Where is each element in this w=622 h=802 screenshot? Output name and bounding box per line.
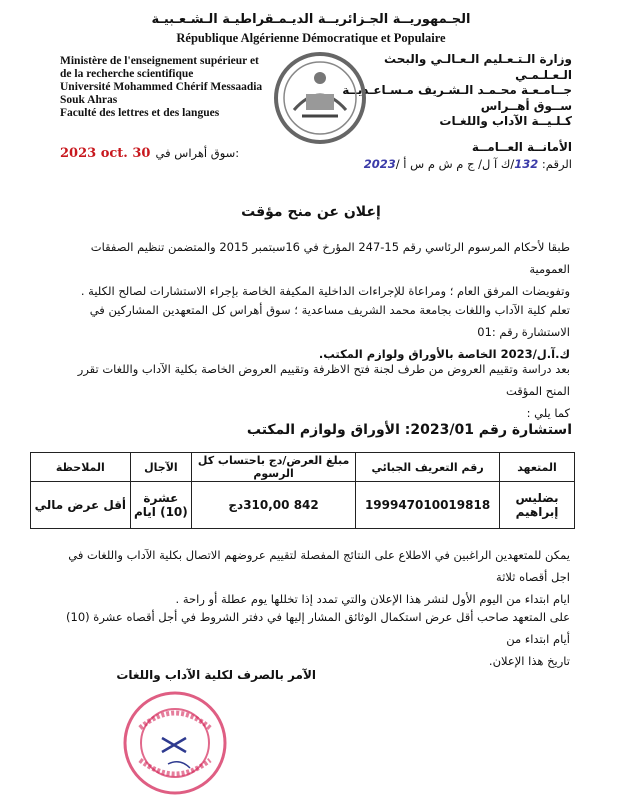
note-cell: أقل عرض مالي <box>31 482 131 529</box>
date-label: سوق أهراس في: <box>155 146 240 160</box>
table-header: رقم التعريف الجبائي <box>356 453 500 482</box>
paragraph-line: طبقا لأحكام المرسوم الرئاسي رقم 15-247 المؤرخ في 16سبتمبر 2015 والمتضمن تنظيم الصفقات العمومية <box>90 240 570 276</box>
signature-title: الآمر بالصرف لكلية الآداب واللغات <box>116 668 316 682</box>
paragraph-decision <box>50 358 570 424</box>
header-ar-block <box>342 52 572 130</box>
paragraph-line: وتفويضات المرفق العام ؛ ومراعاة للإجراءات الداخلية المكيفة الخاصة بإجراء الاستشارات لصالح الكلية . <box>80 284 570 298</box>
ar-city: ســوق أهــراس <box>480 98 572 113</box>
table-header-row <box>31 453 575 482</box>
paragraph-legal-basis <box>50 236 570 302</box>
paragraph-line: على المتعهد صاحب أقل عرض استكمال الوثائق المشار إليها في دفتر الشروط في أجل أقصاه عشرة (10) أيام ابتداء من <box>66 610 570 646</box>
paragraph-line: كما يلي : <box>526 406 570 420</box>
reference-line <box>272 157 572 171</box>
paragraph-line: بعد دراسة وتقييم العروض من طرف لجنة فتح الاظرفة وتقييم العروض الخاصة بكلية الآداب واللغات تقرر المنح المؤقت <box>77 362 570 398</box>
deadline-line-1: عشرة <box>143 491 179 505</box>
consultation-title: استشارة رقم 2023/01: الأوراق ولوازم المكتب <box>246 422 572 438</box>
fr-ministry-line-2: de la recherche scientifique <box>60 68 194 80</box>
table-row <box>31 482 575 529</box>
header-fr-block <box>60 55 300 120</box>
bidder-cell: بضليس إبراهيم <box>500 482 575 529</box>
paragraph-notification <box>50 299 570 365</box>
paragraph-line: تعلم كلية الآداب واللغات بجامعة محمد الشريف مساعدية ؛ سوق أهراس كل المتعهدين المشاركين في الاستشارة رقم :01 <box>89 303 570 339</box>
fr-university: Université Mohammed Chérif Messaadia <box>60 81 263 93</box>
ar-faculty: كـلـيــة الآداب واللغـات <box>439 114 572 128</box>
table-header: الملاحظة <box>31 453 131 482</box>
fr-ministry-line-1: Ministère de l'enseignement supérieur et <box>60 55 259 67</box>
table-header: المتعهد <box>500 453 575 482</box>
date-line <box>60 142 260 161</box>
fr-city: Souk Ahras <box>60 94 118 106</box>
tax-id-cell: 199947010019818 <box>356 482 500 529</box>
paragraph-line: ك.آ.ل/2023 الخاصة بالأوراق ولوازم المكتب. <box>318 347 570 361</box>
announcement-title: إعلان عن منح مؤقت <box>241 204 381 220</box>
paragraph-line: ايام ابتداء من اليوم الأول لنشر هذا الإعلان والتي تمدد إذا تخللها يوم عطلة أو راحة . <box>175 592 570 606</box>
ar-ministry: وزارة الـتـعـليم الـعـالـي والبحث الـعـلـمـي <box>384 52 572 82</box>
paragraph-line: يمكن للمتعهدين الراغبين في الاطلاع على النتائج المفصلة لتقييم عروضهم الاتصال بكلية الآداب واللغات في اجل أقصاه ثلاثة <box>68 548 570 584</box>
secretariat-label: الأمانــة العــامــة <box>471 140 572 154</box>
deadline-line-2: (10) ايام <box>133 505 188 519</box>
fr-faculty: Faculté des lettres et des langues <box>60 107 220 119</box>
ar-university: جــامـعـة محـمـد الـشـريف مـسـاعـديــة <box>342 83 572 97</box>
paragraph-line: تاريخ هذا الإعلان. <box>488 654 570 668</box>
header-ar-republic: الجـمهوريــة الجـزائريــة الديـمـقراطيـة الـشـعـبيـة <box>151 12 471 27</box>
official-stamp <box>120 688 230 798</box>
date-value: 2023 oct. 30 <box>60 146 151 161</box>
reference-number: 132 <box>514 157 539 171</box>
amount-cell: 842 310,00دج <box>192 482 356 529</box>
deadline-cell <box>130 482 191 529</box>
university-logo <box>272 50 368 146</box>
table-header: مبلغ العرض/دج باحتساب كل الرسوم <box>192 453 356 482</box>
table-header: الآجال <box>130 453 191 482</box>
award-table <box>30 452 575 529</box>
header-fr-republic: République Algérienne Démocratique et Populaire <box>176 31 446 45</box>
paragraph-documents <box>50 606 570 672</box>
reference-year: 2023 <box>363 157 396 171</box>
reference-code: /ك آ ل/ ج م ش م س أ / <box>395 157 515 171</box>
paragraph-consultation-rights <box>50 544 570 610</box>
reference-label: الرقم: <box>541 157 572 171</box>
